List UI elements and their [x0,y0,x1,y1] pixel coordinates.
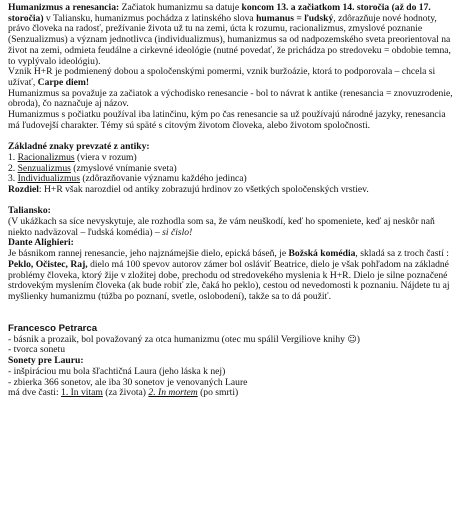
intro-text: Vznik H+R je podmienený dobou a spoločenskými pomermi, vznik buržoázie, ktorá to podporovala – chcela si užívať, [8,66,436,88]
petrarca-text: (po smrti) [197,387,239,399]
intro-paragraph [8,3,456,67]
dante-title: Dante Alighieri: [8,237,74,249]
list-desc: (viera v rozum) [74,151,137,163]
dante-work: Božská komédia [288,248,356,260]
difference-line [8,185,456,196]
list-desc: (zmyslové vnímanie sveta) [70,162,177,174]
carpe-diem: Carpe diem! [37,76,90,88]
intro-text: Začiatok humanizmu sa datuje [119,2,242,13]
smiley-icon: ☺ [347,334,357,345]
italy-note-emphasis: si čislo! [162,226,193,238]
difference-text: : H+R však narozdiel od antiky zobrazujú hrdinov zo všetkých spoločenských vrstiev. [38,183,369,195]
signs-title: Základné znaky prevzaté z antiky: [8,141,150,153]
list-term: Racionalizmus [17,151,75,163]
list-number: 1. [8,151,18,163]
intro-title: Humanizmus a renesancia: [8,2,120,13]
list-desc: (zdôrazňovanie významu každého jedinca) [79,173,247,185]
sonnets-title: Sonety pre Lauru: [8,355,84,367]
petrarca-line: - inšpiráciou mu bola šľachtičná Laura (jeho láska k nej) [8,365,226,377]
petrarca-line [8,335,456,346]
difference-label: Rozdiel [8,183,39,195]
dante-text: , skladá sa z troch častí : [355,248,449,260]
intro-period: koncom 13. a začiatkom 14. storočia (až do 17. storočia) [8,2,431,24]
intro-paragraph-3: Humanizmus sa považuje za začiatok a východisko renesancie - bol to návrat k antike (renesancia = znovuzrodenie, obroda), čo naznačuje aj názov. [8,87,453,110]
list-term: Individualizmus [17,173,80,185]
petrarca-line: - tvorca sonetu [8,344,66,356]
intro-paragraph-2 [8,67,456,88]
list-number: 3. [8,173,18,185]
dante-parts: Peklo, Očistec, Raj, [8,258,88,270]
italy-note [8,217,456,238]
petrarca-line: - zbierka 366 sonetov, ale iba 30 sonetov je venovaných Laure [8,376,248,388]
petrarca-title: Francesco Petrarca [8,323,98,335]
intro-paragraph-4: Humanizmus s počiatku používal iba latinčinu, kým po čas renesancie sa už používajú národné jazyky, renesancia má ľudovejší charakter. Témy sú späté s citovým životom človeka, alebo životom spoločnosti. [8,109,446,131]
list-number: 2. [8,162,18,174]
list-term: Senzualizmus [17,162,71,174]
dante-text: Je básnikom rannej renesancie, jeho najznámejšie dielo, epická báseň, je [8,248,289,260]
spacer [8,196,456,207]
dante-paragraph [8,249,456,303]
intro-humanus: humanus = ľudský [256,12,334,24]
petrarca-text: (za života) [102,387,149,399]
part-in-vitam: 1. In vitam [61,387,103,399]
dante-text: dielo má 100 spevov autorov zámer bol osláviť Beatrice, dielo je však pohľadom na základné problémy človeka, ktorý žije v zložitej dobe, prechodu od stredovekého myslenia k H+R. Dielo je silne poznačené strdovekým myslením človeka (ak bude robiť zle, čaká ho peklo), cestou od nevedomosti k poznaniu. Nájdete tu aj myšlienky humanizmu (túžba po poznaní, svetle, oslobodení), takže sa to dá použiť. [8,258,450,302]
italy-note-text: (V ukážkach sa síce nevyskytuje, ale rozhodla som sa, že vám neuškodí, keď ho spomeniete, keď aj neskôr naň niekto nadväzoval – ľudská komédia) – [8,216,435,238]
spacer [8,303,456,324]
petrarca-text: ) [356,333,360,345]
petrarca-line [8,388,456,399]
intro-text: , zdôrazňuje nové hodnoty, právo človeka na radosť, prežívanie života už tu na zemi, úcta k rozumu, racionalizmus, zmyslové poznanie (Senzualizmus) a význam jednotlivca (individualizmus), humanizmus sa od nadpozemského sveta preorientoval na život na zemi, odmieta feudálne a cirkevné ideológie (nutné povedať, že prichádza po stredoveku = obdobie temna, to vyplývalo ideológiu). [8,12,451,67]
italy-title: Taliansko: [8,205,51,217]
intro-text: v Taliansku, humanizmus pochádza z latinského slova [43,12,257,24]
petrarca-text: má dve časti: [8,387,62,399]
part-in-mortem: 2. In mortem [148,387,198,399]
petrarca-text: - básnik a prozaik, bol považovaný za otca humanizmu (otec mu spálil Vergiliove knihy [8,333,348,345]
